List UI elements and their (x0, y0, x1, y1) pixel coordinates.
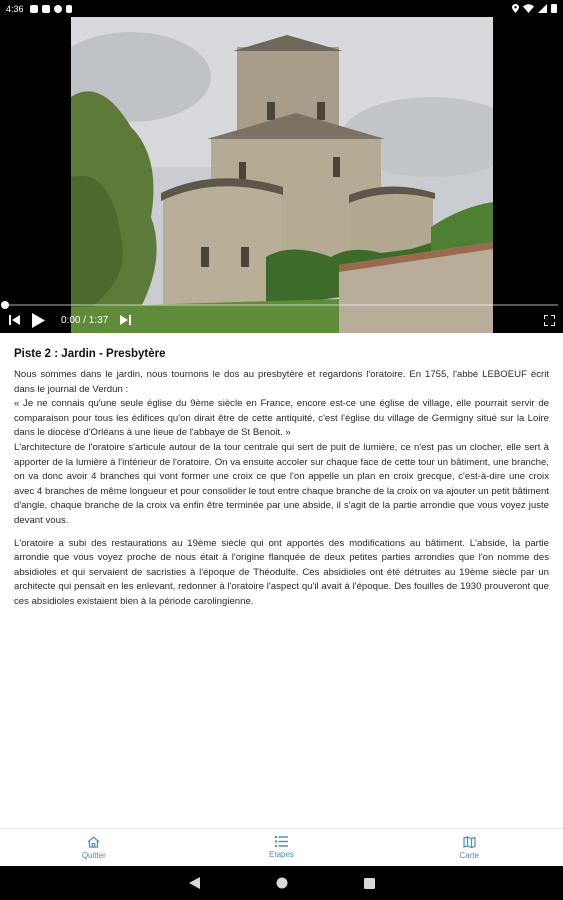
video-progress-bar[interactable] (5, 304, 558, 306)
video-player[interactable] (0, 17, 563, 333)
track-paragraph-4: L'oratoire a subi des restaurations au 19ème siècle qui ont apportés des modifications au bâtiment. L'abside, la partie arrondie que vous voyez proche de nous était à l'origine flanquée de deux petites parties arrondies que l'on nomme des absidioles et qui servaient de sacristies à l'époque de Théodulfe. Ces absidioles ont été détruites au 19ème siècle par un architecte qui pensait en les enlevant, redonner à l'oratoire l'aspect qu'il avait à l'époque. Des fouilles de 1930 prouveront que ces absidioles existaient bien à la période carolingienne. (14, 537, 549, 607)
mail-icon (30, 5, 38, 13)
track-title: Piste 2 : Jardin - Presbytère (14, 348, 166, 360)
track-paragraph-1: Nous sommes dans le jardin, nous tournons le dos au presbytère et regardons l'oratoire. En 1755, l'abbé LEBOEUF écrit dans le journal de Verdun : (14, 369, 549, 395)
recents-icon[interactable] (364, 878, 375, 889)
nav-item-label: Etapes (269, 850, 294, 859)
nav-item-label: Carte (459, 850, 479, 860)
play-icon (32, 313, 45, 328)
video-time-display: 0:00 / 1:37 (61, 314, 109, 326)
map-icon (463, 836, 476, 848)
back-icon[interactable] (189, 877, 200, 889)
p-icon (54, 5, 62, 13)
play-button[interactable] (32, 313, 45, 328)
fullscreen-icon (544, 315, 555, 326)
track-paragraph-2: « Je ne connais qu'une seule église du 9ème siècle en France, encore est-ce une église de village, elle pourrait servir de comparaison pour tous les édifices qu'on dirait être de cette antiquité, c'est l'église du village de Germigny situé sur la Loire dans le diocèse d'Orléans à une lieue de l'abbaye de St Benoit. » (14, 398, 549, 439)
nav-item-etapes[interactable] (188, 829, 376, 866)
skip-previous-button[interactable] (9, 315, 20, 325)
nav-item-quitter[interactable] (0, 829, 188, 866)
fullscreen-button[interactable] (544, 309, 555, 331)
android-navigation-bar (0, 866, 563, 900)
signal-icon (538, 4, 547, 13)
sd-card-icon (66, 5, 72, 13)
video-progress-knob[interactable] (1, 301, 9, 309)
skip-next-button[interactable] (120, 315, 131, 325)
skip-next-icon (120, 315, 131, 325)
location-icon (512, 4, 519, 13)
nav-item-carte[interactable] (375, 829, 563, 866)
home-circle-icon[interactable] (276, 877, 288, 889)
track-paragraph-3: L'architecture de l'oratoire s'articule autour de la tour centrale qui sert de puit de lumière, ce n'est pas un clocher, elle sert à apporter de la lumière à l'intérieur de l'oratoire. On va ensuite accoler sur chaque face de cette tour un bâtiment, une branche, on va donc avoir 4 branches qui vont former une croix ce que l'on appelle un plan en croix grecque, c'est-à-dire une croix avec 4 branches de même longueur et pour consolider le tout entre chaque branche de la croix on va ajouter un petit bâtiment d'angle, chaque branche de la croix va enfin être terminée par une abside, il s'agit de la partie arrondie que vous voyez juste devant vous. (14, 441, 549, 526)
status-bar (0, 0, 563, 17)
list-icon (275, 836, 288, 847)
media-icon (42, 5, 50, 13)
home-icon (87, 836, 100, 848)
battery-icon (551, 4, 557, 13)
skip-previous-icon (9, 315, 20, 325)
track-content (14, 348, 549, 618)
bottom-navigation (0, 828, 563, 866)
video-controls (0, 309, 563, 331)
status-time: 4:36 (6, 3, 24, 14)
nav-item-label: Quitter (81, 850, 106, 860)
video-frame (71, 17, 493, 333)
wifi-icon (523, 4, 534, 13)
